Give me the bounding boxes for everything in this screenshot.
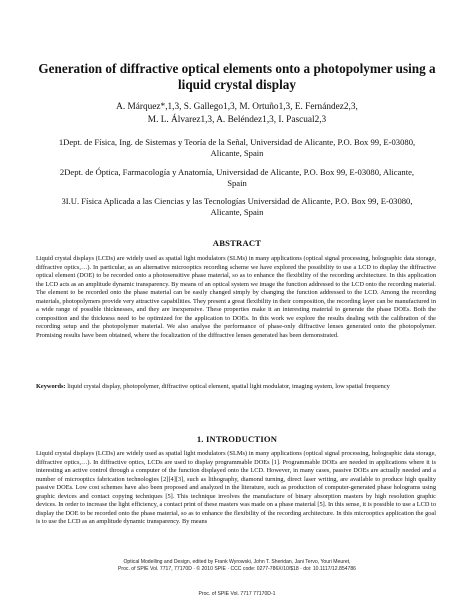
keywords-text: liquid crystal display, photopolymer, diffractive optical element, spatial light modulator, imaging system, low spatial frequency — [67, 383, 390, 390]
citation-footer — [0, 559, 474, 572]
paper-title: Generation of diffractive optical elements onto a photopolymer using a liquid crystal display — [38, 61, 436, 92]
introduction-text: Liquid crystal displays (LCDs) are widely used as spatial light modulators (SLMs) in many applications (optical signal processing, holographic data storage, diffractive optics,…). In diffractive optics, LCDs are used to display programmable DOEs [1]. Programmable DOEs are needed in applications where it is interesting an active control through a computer of the function displayed onto the LCD. However, in many cases, passive DOEs are actually needed and a number of microoptics fabrication technologies [2][4][3], such as lithography, diamond turning, direct laser writing, are available to produce high quality passive DOEs. Low cost schemes have also been proposed and analyzed in the literature, such as production of computer-generated phase holograms using graphic devices and contact copying techniques [5]. This technique involves the manufacture of binary absorption masters by high resolution graphic devices. In order to increase the light efficiency, a contact print of these masters was made on a phase material [5]. In this sense, it is possible to use a LCD to display the DOE to be recorded onto the phase material, so as to enhance the flexibility of the recording architecture. In this microoptics application the goal is to use the LCD as an amplitude dynamic transparency. By means — [36, 450, 436, 526]
author-line-2: M. L. Álvarez1,3, A. Beléndez1,3, I. Pascual2,3 — [147, 114, 327, 125]
abstract-text: Liquid crystal displays (LCDs) are widely used as spatial light modulators (SLMs) in many applications (optical signal processing, holographic data storage, diffractive optics,…). In particular, as an alternative microoptics recording scheme we have explored the possibility to use a LCD to display the diffractive optical element (DOE) to be recorded onto a photosensitive phase material, so as to enhance the flexibility of the recording architecture. In this application the LCD acts as an amplitude dynamic transparency. By means of an optical system we image the function addressed to the LCD onto the recording material. The element to be recorded onto the phase material can be easily changed simply by changing the function addressed to the LCD. Among the recording materials, photopolymers provide very attractive capabilities. They present a great flexibility in their composition, the recording layer can be manufactured in a wide range of possible thicknesses, and they are inexpensive. These properties make it an interesting material to generate the phase DOEs. Both the composition and the thickness need to be optimized for the application to DOEs. In this work we explore the results dealing with the calibration of the recording setup and the photopolymer material. We also analyse the performance of phase-only diffractive lenses generated onto the photopolymer. Promising results have been obtained, where the focalization of the diffractive lenses generated has been demonstrated. — [36, 255, 436, 339]
citation-line-2: Proc. of SPIE Vol. 7717, 77170D · © 2010 SPIE · CCC code: 0277-786X/10/$18 · doi: 10.1117/12.854786 — [117, 565, 357, 572]
citation-line-1: Optical Modelling and Design, edited by Frank Wyrowski, John T. Sheridan, Jani Tervo, Youri Meuret, — [123, 559, 351, 565]
author-line-1: A. Márquez*,1,3, S. Gallego1,3, M. Ortuño1,3, E. Fernández2,3, — [116, 102, 358, 112]
affiliation-1: 1Dept. de Física, Ing. de Sistemas y Teoría de la Señal, Universidad de Alicante, P.O. Box 99, E-03080, Alicante, Spain — [58, 137, 416, 159]
affiliation-2: 2Dept. de Óptica, Farmacología y Anatomía, Universidad de Alicante, P.O. Box 99, E-03080, Alicante, Spain — [59, 167, 415, 189]
affiliation-3: 3I.U. Física Aplicada a las Ciencias y las Tecnologías Universidad de Alicante, P.O. Box 99, E-03080, Alicante, Spain — [61, 196, 413, 218]
keywords-label: Keywords: — [36, 383, 66, 390]
author-list — [70, 101, 404, 126]
introduction-heading: 1. INTRODUCTION — [196, 434, 278, 444]
abstract-heading: ABSTRACT — [212, 238, 262, 248]
keywords — [36, 383, 436, 392]
page-id: Proc. of SPIE Vol. 7717 77170D-1 — [198, 591, 276, 597]
